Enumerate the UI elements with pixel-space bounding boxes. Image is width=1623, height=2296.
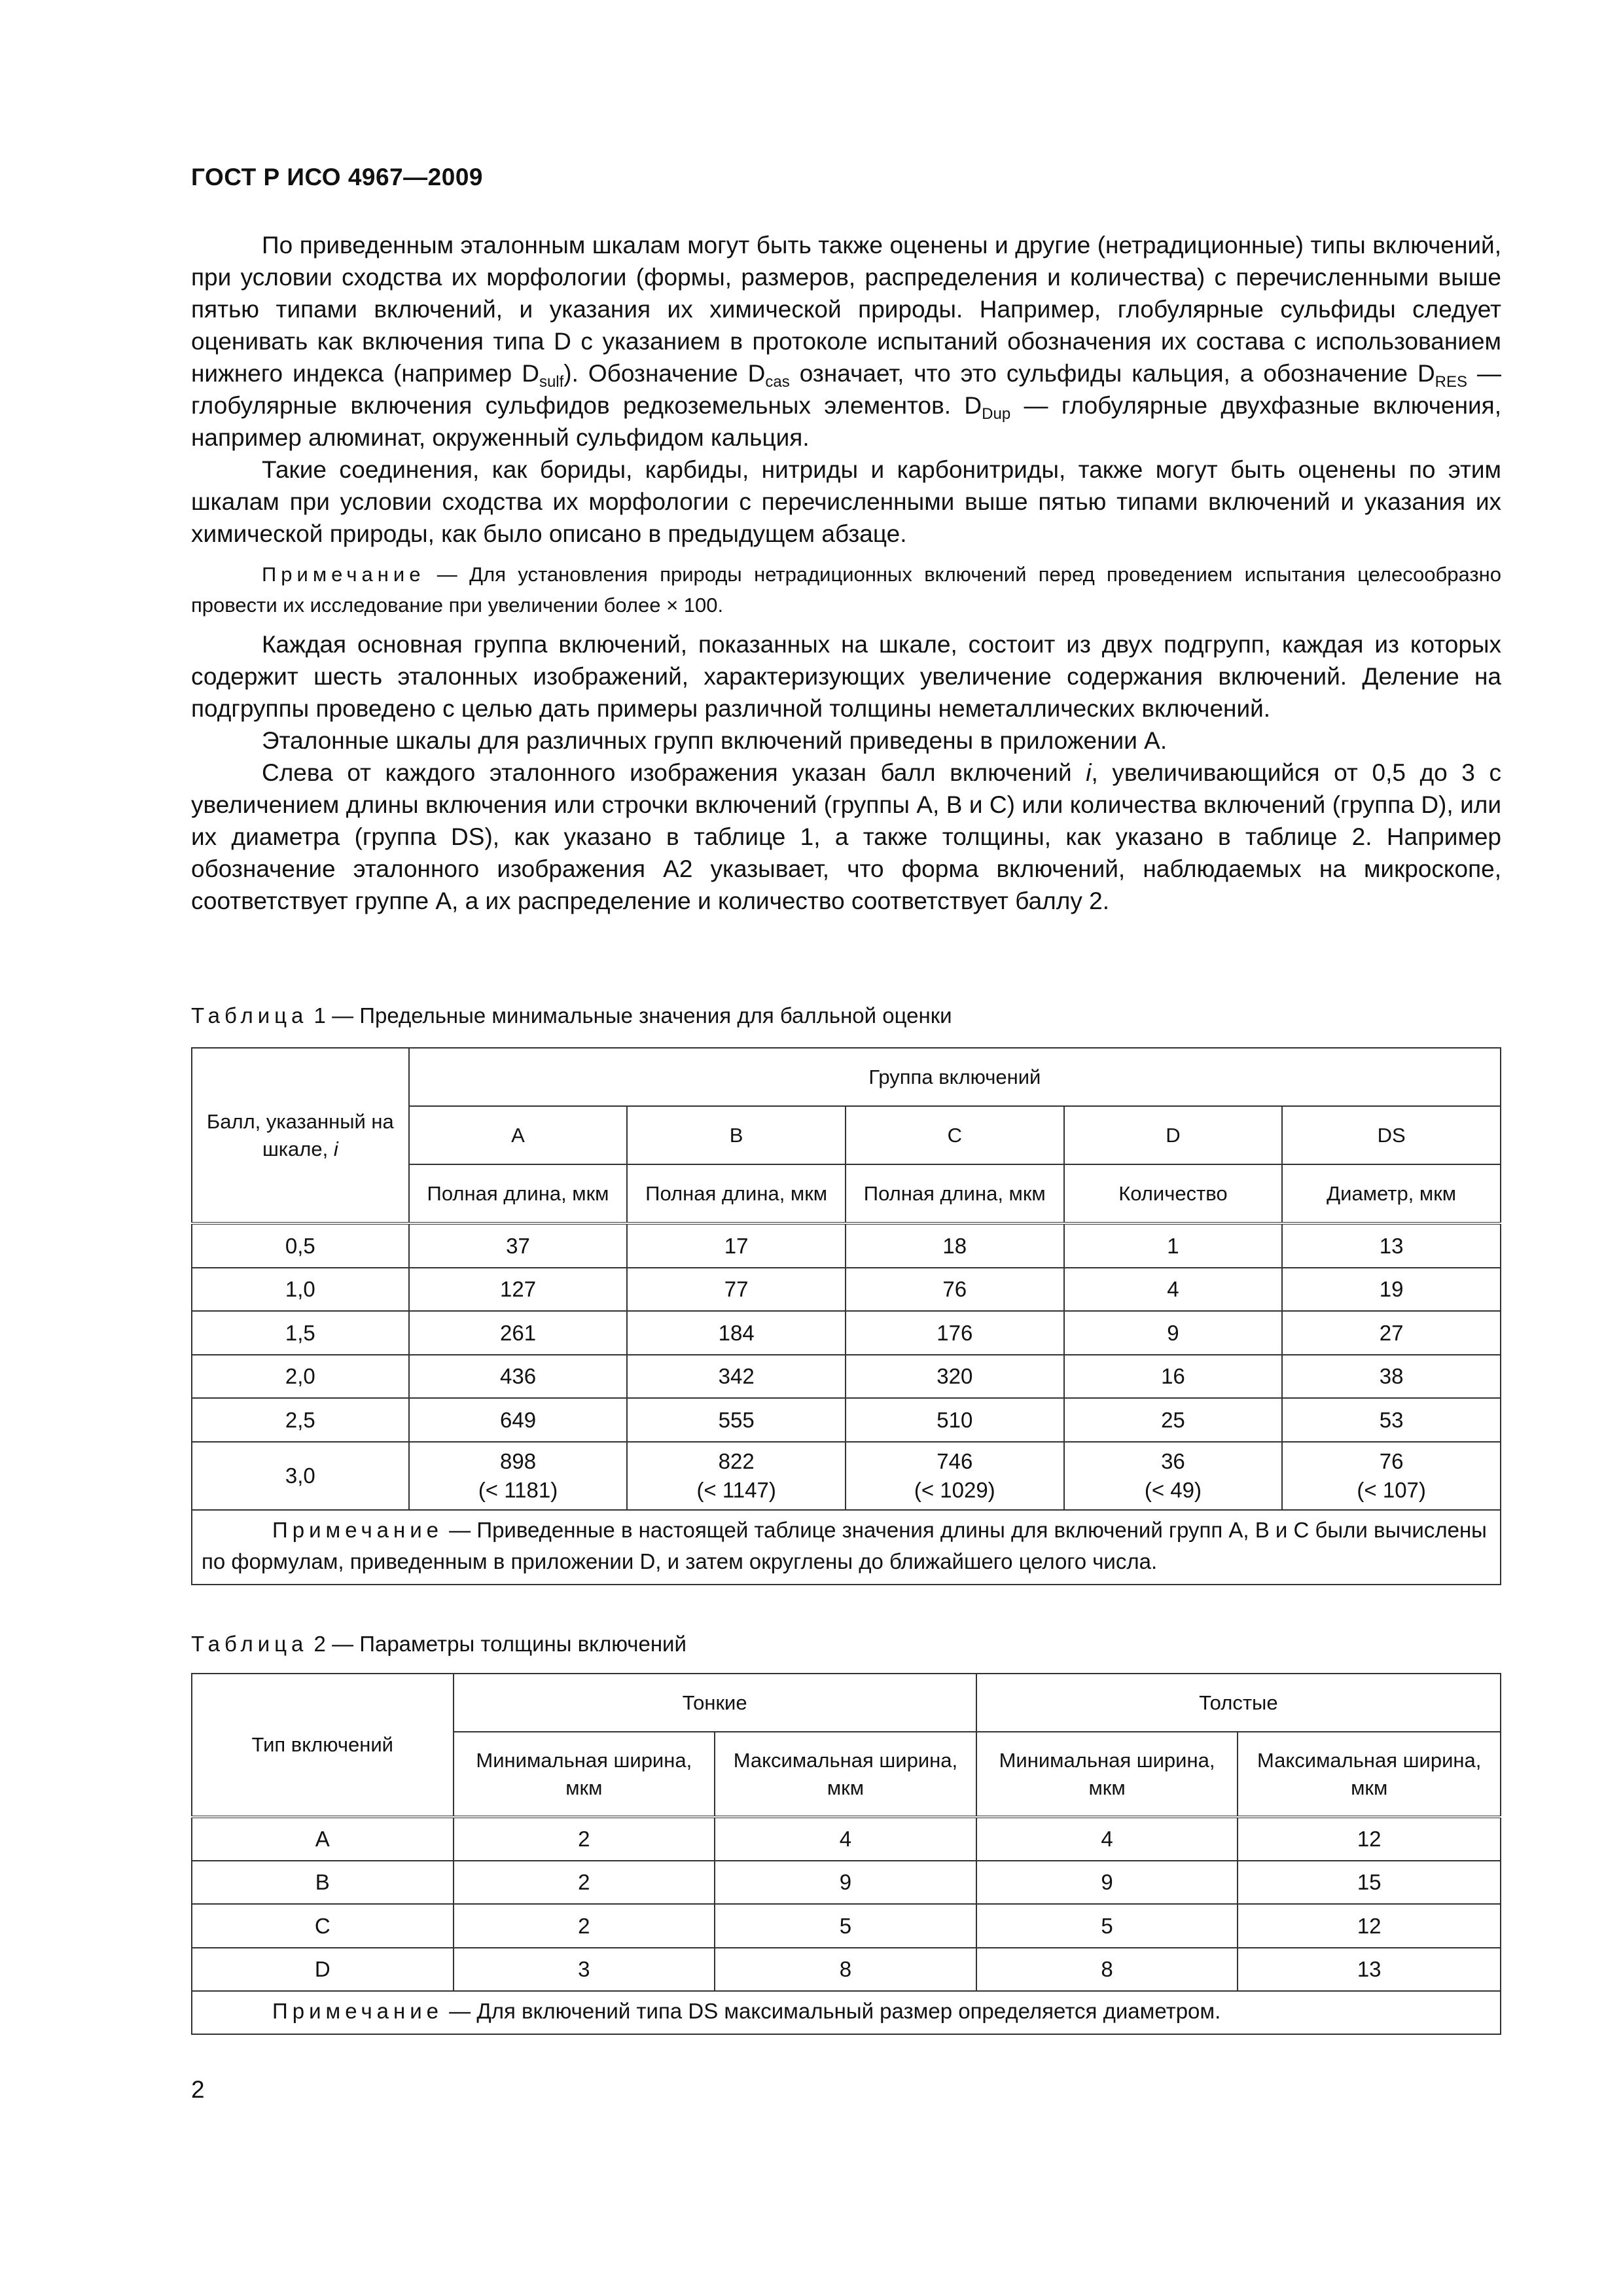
- group-ds-header: DS: [1282, 1106, 1501, 1164]
- unit-header: Диаметр, мкм: [1282, 1164, 1501, 1223]
- paragraph-4: Эталонные шкалы для различных групп включений приведены в приложении А.: [262, 727, 1168, 754]
- table-row: 1,5 261 184 176 9 27: [192, 1311, 1501, 1355]
- group-a-header: A: [409, 1106, 628, 1164]
- paragraph-3: Каждая основная группа включений, показанных на шкале, состоит из двух подгрупп, каждая из которых содержит шесть эталонных изображений, характеризующих увеличение содержания включений. Деление на подгруппы проведено с целью дать примеры различной толщины неметаллических включений.: [191, 631, 1501, 722]
- group-b-header: B: [627, 1106, 846, 1164]
- page-number: 2: [191, 2076, 205, 2103]
- table-row: 0,5 37 17 18 1 13: [192, 1223, 1501, 1268]
- unit-header: Количество: [1064, 1164, 1283, 1223]
- table-row: D 3 8 8 13: [192, 1948, 1501, 1991]
- paragraph-2: Такие соединения, как бориды, карбиды, нитриды и карбонитриды, также могут быть оценены по этим шкалам при условии сходства их морфологии с перечисленными выше пятью типами включений и указания их химической природы, как было описано в предыдущем абзаце.: [191, 456, 1501, 547]
- width-header: Максимальная ширина, мкм: [715, 1732, 976, 1817]
- group-header: Группа включений: [409, 1048, 1501, 1106]
- table-1: [191, 1047, 1501, 1585]
- table-row: 2,5 649 555 510 25 53: [192, 1398, 1501, 1442]
- table-1-caption: Таблица 1 — Предельные минимальные значения для балльной оценки: [191, 1003, 952, 1028]
- table-2-caption: Таблица 2 — Параметры толщины включений: [191, 1632, 687, 1656]
- table-row: C 2 5 5 12: [192, 1904, 1501, 1948]
- table-2-note: Примечание — Для включений типа DS максимальный размер определяется диаметром.: [192, 1991, 1501, 2034]
- paragraph-1: По приведенным эталонным шкалам могут быть также оценены и другие (нетрадиционные) типы включений, при условии сходства их морфологии (формы, размеров, распределения и количества) с перечисленными выше пятью типами включений, и указания их химической природы. Например, глобулярные сульфиды следует оценивать как включения типа D с указанием в протоколе испытаний обозначения их состава с использованием нижнего индекса (например $D_{sulf}$). Обозначение $D_{cas}$ означает, что это сульфиды кальция, а обозначение $D_{RES}$ — глобулярные включения сульфидов редкоземельных элементов. $D_{Dup}$ — глобулярные двухфазные включения, например алюминат, окруженный сульфидом кальция.: [191, 232, 1502, 451]
- thin-header: Тонкие: [454, 1674, 976, 1732]
- type-header: Тип включений: [192, 1674, 454, 1817]
- note-1: Примечание — Для установления природы нетрадиционных включений перед проведением испытания целесообразно провести их исследование при увеличении более × 100.: [191, 563, 1501, 617]
- width-header: Минимальная ширина, мкм: [976, 1732, 1238, 1817]
- body-text: [191, 229, 1501, 917]
- group-c-header: C: [846, 1106, 1064, 1164]
- table-row: A 2 4 4 12: [192, 1817, 1501, 1861]
- note-label: Примечание: [262, 563, 425, 586]
- table-row: B 2 9 9 15: [192, 1861, 1501, 1904]
- unit-header: Полная длина, мкм: [627, 1164, 846, 1223]
- table-row: 1,0 127 77 76 4 19: [192, 1268, 1501, 1311]
- table-row: 2,0 436 342 320 16 38: [192, 1355, 1501, 1398]
- document-header: ГОСТ Р ИСО 4967—2009: [191, 164, 483, 190]
- table-1-note: Примечание — Приведенные в настоящей таблице значения длины для включений групп А, В и С были вычислены по формулам, приведенным в приложении D, и затем округлены до ближайшего целого числа.: [192, 1510, 1501, 1585]
- paragraph-5: Слева от каждого эталонного изображения указан балл включений i, увеличивающийся от 0,5 до 3 с увеличением длины включения или строчки включений (группы А, В и С) или количества включений (группа D), или их диаметра (группа DS), как указано в таблице 1, а также толщины, как указано в таблице 2. Например обозначение эталонного изображения А2 указывает, что форма включений, наблюдаемых на микроскопе, соответствует группе А, а их распределение и количество соответствует баллу 2.: [191, 759, 1501, 914]
- width-header: Минимальная ширина, мкм: [454, 1732, 715, 1817]
- score-header: Балл, указанный на шкале, i: [192, 1048, 409, 1223]
- table-2: [191, 1673, 1501, 2035]
- group-d-header: D: [1064, 1106, 1283, 1164]
- table-row: 3,0 898 (< 1181) 822 (< 1147) 746 (< 1029) 36 (< 49) 76 (< 107): [192, 1442, 1501, 1510]
- thick-header: Толстые: [976, 1674, 1501, 1732]
- width-header: Максимальная ширина, мкм: [1238, 1732, 1501, 1817]
- unit-header: Полная длина, мкм: [846, 1164, 1064, 1223]
- unit-header: Полная длина, мкм: [409, 1164, 628, 1223]
